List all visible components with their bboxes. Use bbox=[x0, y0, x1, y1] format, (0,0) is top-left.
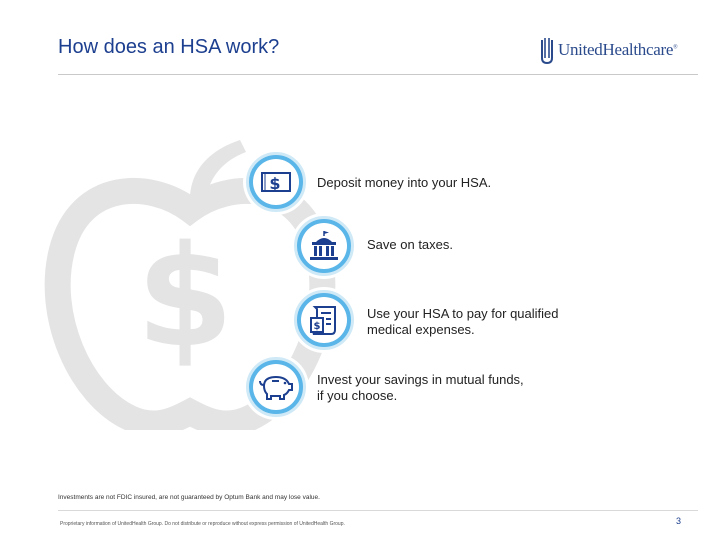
step-2-icon-circle bbox=[294, 216, 354, 276]
piggy-bank-icon bbox=[258, 373, 294, 401]
dollar-sign: $ bbox=[136, 216, 234, 379]
bank-icon bbox=[307, 230, 341, 262]
footer-divider bbox=[58, 510, 698, 511]
page-number: 3 bbox=[676, 516, 682, 526]
svg-text:$: $ bbox=[269, 174, 281, 193]
step-2-text: Save on taxes. bbox=[367, 237, 453, 252]
money-icon bbox=[259, 169, 293, 195]
proprietary-notice: Proprietary information of UnitedHealth Group. Do not distribute or reproduce without express permission of UnitedHealth Group. bbox=[60, 521, 345, 527]
step-3-icon-circle bbox=[294, 290, 354, 350]
step-4-text: Invest your savings in mutual funds, if you choose. bbox=[317, 372, 524, 403]
step-3-text: Use your HSA to pay for qualified medical expenses. bbox=[367, 306, 559, 337]
logo-text: UnitedHealthcare® bbox=[558, 40, 678, 59]
svg-text:$: $ bbox=[313, 321, 321, 332]
header-divider bbox=[58, 74, 698, 75]
unitedhealthcare-logo bbox=[540, 34, 677, 66]
page-title: How does an HSA work? bbox=[58, 36, 280, 58]
bill-icon bbox=[307, 304, 341, 336]
logo-mark-icon bbox=[540, 36, 554, 64]
investment-disclaimer: Investments are not FDIC insured, are not guaranteed by Optum Bank and may lose value. bbox=[58, 494, 320, 501]
step-1-icon-circle bbox=[246, 152, 306, 212]
step-4-icon-circle bbox=[246, 357, 306, 417]
step-1-text: Deposit money into your HSA. bbox=[317, 175, 492, 190]
